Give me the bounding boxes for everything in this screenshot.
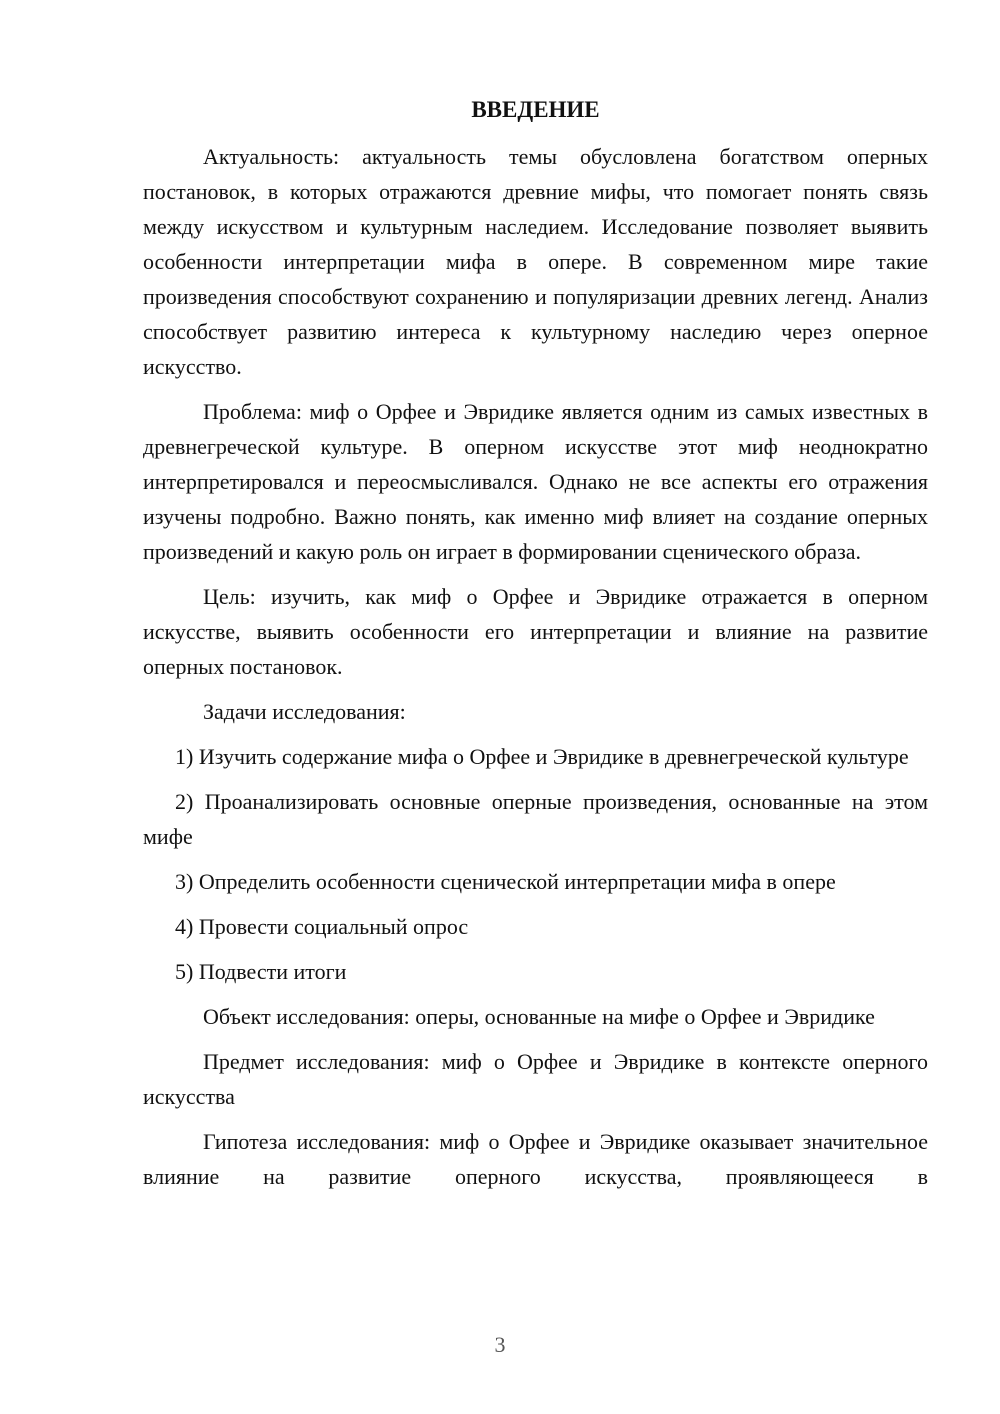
paragraph-hypothesis: Гипотеза исследования: миф о Орфее и Эвридике оказывает значительное влияние на развитие оперного искусства, проявляющееся в <box>143 1129 928 1189</box>
paragraph-goal: Цель: изучить, как миф о Орфее и Эвридике отражается в оперном искусстве, выявить особенности его интерпретации и влияние на развитие оперных постановок. <box>143 584 928 679</box>
task-item-2: 2) Проанализировать основные оперные произведения, основанные на этом мифе <box>143 789 928 849</box>
task-item-3: 3) Определить особенности сценической интерпретации мифа в опере <box>175 869 836 894</box>
task-item-4: 4) Провести социальный опрос <box>175 914 469 939</box>
task-item-1: 1) Изучить содержание мифа о Орфее и Эвридике в древнегреческой культуре <box>175 744 909 769</box>
paragraph-relevance: Актуальность: актуальность темы обусловлена богатством оперных постановок, в которых отражаются древние мифы, что помогает понять связь между искусством и культурным наследием. Исследование позволяет выявить особенности интерпретации мифа в опере. В современном мире такие произведения способствуют сохранению и популяризации древних легенд. Анализ способствует развитию интереса к культурному наследию через оперное искусство. <box>143 144 928 379</box>
task-item-5: 5) Подвести итоги <box>175 959 347 984</box>
paragraph-problem: Проблема: миф о Орфее и Эвридике является одним из самых известных в древнегреческой культуре. В оперном искусстве этот миф неоднократно интерпретировался и переосмысливался. Однако не все аспекты его отражения изучены подробно. Важно понять, как именно миф влияет на создание оперных произведений и какую роль он играет в формировании сценического образа. <box>143 399 928 564</box>
page-number: 3 <box>494 1332 506 1357</box>
section-title: ВВЕДЕНИЕ <box>471 97 600 122</box>
paragraph-subject: Предмет исследования: миф о Орфее и Эвридике в контексте оперного искусства <box>143 1049 928 1109</box>
paragraph-object: Объект исследования: оперы, основанные на мифе о Орфее и Эвридике <box>203 1004 875 1029</box>
document-page <box>143 92 928 1194</box>
tasks-heading: Задачи исследования: <box>203 699 406 724</box>
